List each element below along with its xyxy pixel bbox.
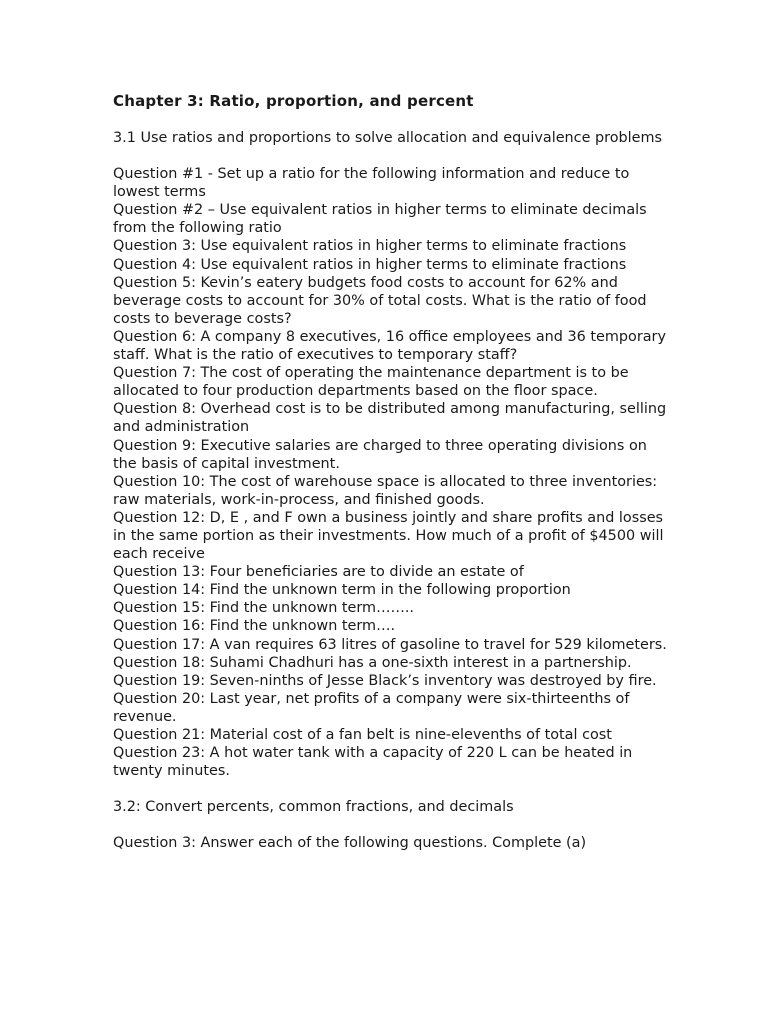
question-list — [113, 834, 673, 852]
question-item: Question 10: The cost of warehouse space is allocated to three inventories: raw materials, work-in-process, and finished goods. — [113, 473, 658, 508]
question-item: Question 19: Seven-ninths of Jesse Black’s inventory was destroyed by fire. — [113, 672, 657, 689]
question-item: Question 23: A hot water tank with a capacity of 220 L can be heated in twenty minutes. — [113, 745, 633, 780]
section-heading: 3.1 Use ratios and proportions to solve allocation and equivalence problems — [113, 130, 663, 146]
question-item: Question 7: The cost of operating the maintenance department is to be allocated to four production departments based on the floor space. — [113, 365, 629, 400]
question-item: Question #2 – Use equivalent ratios in higher terms to eliminate decimals from the following ratio — [113, 202, 647, 237]
spacer — [113, 147, 673, 165]
question-item: Question 18: Suhami Chadhuri has a one-sixth interest in a partnership. — [113, 654, 632, 671]
question-item: Question 3: Use equivalent ratios in higher terms to eliminate fractions — [113, 238, 627, 255]
question-item: Question 6: A company 8 executives, 16 office employees and 36 temporary staff. What is the ratio of executives to temporary staff? — [113, 328, 666, 364]
section-3-2 — [113, 798, 673, 852]
question-item: Question #1 - Set up a ratio for the following information and reduce to lowest terms — [113, 166, 630, 201]
question-item: Question 13: Four beneficiaries are to divide an estate of — [113, 564, 524, 581]
question-item: Question 3: Answer each of the following questions. Complete (a) — [113, 835, 587, 852]
document-page — [113, 91, 673, 852]
chapter-title: Chapter 3: Ratio, proportion, and percent — [113, 92, 474, 110]
question-item: Question 4: Use equivalent ratios in higher terms to eliminate fractions — [113, 256, 627, 273]
question-item: Question 9: Executive salaries are charged to three operating divisions on the basis of capital investment. — [113, 437, 647, 472]
question-item: Question 12: D, E , and F own a business jointly and share profits and losses in the same portion as their investments. How much of a profit of $4500 will each receive — [113, 509, 664, 563]
spacer — [113, 780, 673, 798]
question-item: Question 20: Last year, net profits of a company were six-thirteenths of revenue. — [113, 690, 630, 725]
section-3-1 — [113, 129, 673, 780]
section-heading: 3.2: Convert percents, common fractions, and decimals — [113, 799, 514, 816]
question-list — [113, 165, 673, 780]
question-item: Question 15: Find the unknown term…….. — [113, 600, 414, 617]
question-item: Question 17: A van requires 63 litres of gasoline to travel for 529 kilometers. — [113, 636, 667, 653]
question-item: Question 21: Material cost of a fan belt is nine-elevenths of total cost — [113, 727, 612, 743]
question-item: Question 5: Kevin’s eatery budgets food costs to account for 62% and beverage costs to account for 30% of total costs. What is the ratio of food costs to beverage costs? — [113, 274, 647, 327]
question-item: Question 14: Find the unknown term in the following proportion — [113, 582, 571, 599]
question-item: Question 8: Overhead cost is to be distributed among manufacturing, selling and administration — [113, 401, 667, 436]
question-item: Question 16: Find the unknown term…. — [113, 618, 396, 635]
spacer — [113, 111, 673, 129]
spacer — [113, 816, 673, 834]
